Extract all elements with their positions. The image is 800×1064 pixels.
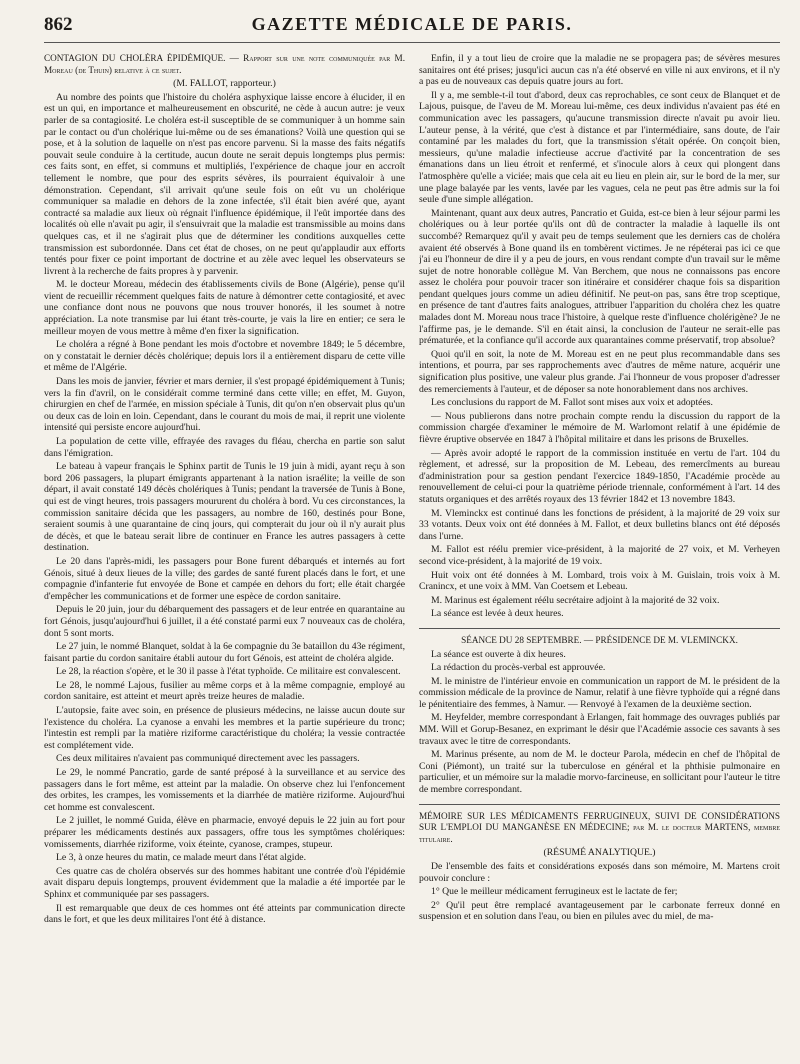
- session-paragraphs: [419, 649, 780, 796]
- paragraph: Ces quatre cas de choléra observés sur des hommes habitant une contrée d'où l'épidémie avait disparu depuis longtemps, prouvent évidemment que la maladie a été importée par le Sphinx et communiquée par ses passagers.: [44, 865, 405, 900]
- paragraph: M. Vleminckx est continué dans les fonctions de président, à la majorité de 29 voix sur 33 votants. Deux voix ont été données à M. Fallot, et deux bulletins blancs ont été déposés dans l'urne.: [419, 507, 780, 542]
- page-number: 862: [44, 14, 73, 35]
- session-title: SÉANCE DU 28 SEPTEMBRE. — PRÉSIDENCE DE M. VLEMINCKX.: [461, 634, 738, 645]
- paragraph: Le 20 dans l'après-midi, les passagers pour Bone furent débarqués et internés au fort Génois, situé à deux lieues de la ville; des gardes de santé furent placés dans le fort, et une compagnie d'infanterie fut envoyée de Bone et campée en dehors du fort; elle était chargée d'empêcher les communications et de former une espèce de cordon sanitaire.: [44, 555, 405, 602]
- separator: [419, 804, 780, 805]
- columns: [44, 53, 780, 928]
- paragraph: Le 2 juillet, le nommé Guida, élève en pharmacie, envoyé depuis le 22 juin au fort pour préparer les médicaments destinés aux passagers, offre tous les symptômes cholériques: vomissements, diarrhée riziforme, voix éteinte, cyanose, crampes, stupeur.: [44, 815, 405, 850]
- left-paragraphs: [44, 92, 405, 926]
- paragraph: Le choléra a régné à Bone pendant les mois d'octobre et novembre 1849; le 5 décembre, on y constatait le dernier décès cholérique; depuis lors il a entièrement disparu de cette ville et même de l'Algérie.: [44, 339, 405, 374]
- paragraph: — Après avoir adopté le rapport de la commission instituée en vertu de l'art. 104 du règlement, et adressé, sur la proposition de M. Lebeau, des remercîments au bureau d'administration pour sa gestion pendant l'exercice 1849-1850, l'Académie procède au renouvellement de celui-ci pour la quatrième période triennale, conformément à l'art. 14 des statuts organiques et des arrêtés royaux des 13 février 1842 et 13 novembre 1843.: [419, 447, 780, 505]
- paragraph: Enfin, il y a tout lieu de croire que la maladie ne se propagera pas; de sévères mesures sanitaires ont été prises; jusqu'ici aucun cas n'a été observé en ville ni aux environs, et il n'y a pas eu de nouveaux cas depuis quatre jours au fort.: [419, 53, 780, 88]
- paragraph: Le 28, le nommé Lajous, fusilier au même corps et à la même compagnie, employé au cordon sanitaire, est atteint et meurt après treize heures de maladie.: [44, 679, 405, 703]
- left-column: [44, 53, 405, 928]
- paragraph: Les conclusions du rapport de M. Fallot sont mises aux voix et adoptées.: [431, 397, 713, 409]
- paragraph: Au nombre des points que l'histoire du choléra asphyxique laisse encore à élucider, il en est un qui, en importance et malheureusement en obscurité, ne cède à aucun autre: je veux parler de sa contagiosité. Le choléra est-il susceptible de se communiquer à un homme sain par le contact ou d'un cholérique lui-même ou de ses émanations? Voilà une question qui se pose, et à la solution de laquelle on n'est pas encore parvenu. Si la masse des faits négatifs pouvait seule conduire à la certitude, aucun doute ne serait depuis longtemps plus permis: ces faits sont, en effet, si communs et multipliés, l'expérience de chaque jour en accroît tellement le nombre, que pour des esprits sévères, ils pourraient équivaloir à une démonstration. Cependant, s'il arrivait qu'une seule fois on eût vu un cholérique communiquer sa maladie en dehors de la zone infectée, s'il était bien avéré que, ayant contracté sa maladie aux lieux où régnait l'influence épidémique, il l'eût importée dans des localités où elle n'avait pu agir, il s'ensuivrait que la maladie est transmissible au moins dans quelques cas, et il ne s'agirait plus que de déterminer les conditions auxquelles cette transmission est subordonnée. Dans cet état de choses, on ne peut qu'applaudir aux efforts tentés pour fixer ce point important de doctrine et au zèle avec lequel les observateurs se livrent à la recherche de faits propres à y parvenir.: [44, 91, 405, 277]
- paragraph: Ces deux militaires n'avaient pas communiqué directement avec les passagers.: [56, 753, 360, 765]
- paragraph: L'autopsie, faite avec soin, en présence de plusieurs médecins, ne laisse aucun doute sur l'existence du choléra. La cyanose a envahi les membres et la partie supérieure du tronc; l'intestin est rempli par la matière riziforme caractéristique du choléra; la vessie contractée est complétement vide.: [44, 705, 405, 751]
- paragraph: Maintenant, quant aux deux autres, Pancratio et Guida, est-ce bien à leur séjour parmi les cholériques ou à leur portée qu'ils ont dû de contracter la maladie à laquelle ils ont succombé? Remarquez qu'il y avait peu de temps seulement que les derniers cas de choléra avaient été observés à Bone quand ils en tombèrent victimes. Je ne répéterai pas ici ce que j'ai eu l'honneur de dire il y a peu de jours, en vous rendant compte d'un travail sur le même sujet de notre honorable collègue M. Van Berchem, que nous ne connaissons pas encore assez le choléra pour pouvoir tracer son itinéraire et considérer chaque fois sa disparition pendant quelques jours comme un adieu définitif. Ne peut-on pas, sans être trop sceptique, en présence de tant d'autres faits analogues, attribuer l'apparition du choléra chez les quatre malades dont M. Moreau nous trace l'histoire, à quelque reste d'influence cholérigène? Je ne l'affirme pas, je le demande. S'il en était ainsi, la conclusion de l'auteur ne serait-elle pas prématurée, et la confiance qu'il accorde aux quarantaines comme préservatif, trop absolue?: [419, 207, 780, 347]
- paragraph: Depuis le 20 juin, jour du débarquement des passagers et de leur entrée en quarantaine au fort Génois, jusqu'aujourd'hui 6 juillet, il a été constaté parmi eux 7 nouveaux cas de choléra, dont 5 sont morts.: [44, 604, 405, 639]
- paragraph: Dans les mois de janvier, février et mars dernier, il s'est propagé épidémiquement à Tunis; vers la fin d'avril, on le considérait comme terminé dans cette ville; en effet, M. Guyon, chirurgien en chef de l'armée, en mission spéciale à Tunis, dit qu'on n'en observait plus qu'un ou deux cas de loin en loin. Cependant, dans le courant du mois de mai, il reprit une violente intensité qui persiste encore aujourd'hui.: [44, 376, 405, 434]
- paragraph: La rédaction du procès-verbal est approuvée.: [431, 662, 606, 674]
- right-paragraphs: [419, 53, 780, 620]
- separator: [419, 628, 780, 629]
- paragraph: 2° Qu'il peut être remplacé avantageusement par le carbonate ferreux donné en suspension et en solution dans l'eau, ou bien en pilules avec du miel, de ma-: [419, 899, 780, 923]
- paragraph: Quoi qu'il en soit, la note de M. Moreau est en ne peut plus recommandable dans ses intentions, et pourra, par ses rapprochements avec d'autres de même nature, acquérir une signification plus positive, une valeur plus grande. J'ai l'honneur de vous proposer d'adresser des remerciements à l'auteur, et de déposer sa note honorablement dans nos archives.: [419, 348, 780, 395]
- conclusions: [419, 886, 780, 923]
- paragraph: — Nous publierons dans notre prochain compte rendu la discussion du rapport de la commission chargée d'examiner le mémoire de M. Warlomont relatif à une épidémie de fièvre éruptive observée en 1847 à l'hôpital militaire et dans les prisons de Bruxelles.: [419, 410, 780, 445]
- rapporteur: (M. FALLOT, rapporteur.): [173, 78, 276, 90]
- paragraph: Le 3, à onze heures du matin, ce malade meurt dans l'état algide.: [56, 852, 307, 864]
- memoir-subtitle: (RÉSUMÉ ANALYTIQUE.): [543, 847, 656, 859]
- paragraph: La séance est ouverte à dix heures.: [431, 648, 566, 660]
- memoir-title: MÉMOIRE SUR LES MÉDICAMENTS FERRUGINEUX, SUIVI DE CONSIDÉRATIONS SUR L'EMPLOI DU MANGANÈSE EN MÉDECINE; par M. le docteur MARTENS, membre titulaire.: [419, 810, 780, 844]
- paragraph: M. Fallot est réélu premier vice-président, à la majorité de 27 voix, et M. Verheyen second vice-président, à la majorité de 19 voix.: [419, 544, 780, 567]
- memoir-intro: De l'ensemble des faits et considérations exposés dans son mémoire, M. Martens croit pouvoir conclure :: [419, 861, 780, 884]
- paragraph: Huit voix ont été données à M. Lombard, trois voix à M. Guislain, trois voix à M. Cranincx, et une voix à MM. Van Coetsem et Lebeau.: [419, 569, 780, 593]
- paragraph: Le bateau à vapeur français le Sphinx partit de Tunis le 19 juin à midi, ayant reçu à son bord 206 passagers, la plupart émigrants appartenant à la nation israélite; la veille de son départ, il avait constaté 149 décès cholériques à Tunis; pendant la traversée de Tunis à Bone, qui est de vingt heures, trois passagers moururent du choléra à bord. Vu ces circonstances, la commission sanitaire décida que les passagers, au nombre de 160, destinés pour Bone, seraient soumis à une quarantaine de cinq jours, qui compterait du jour où il n'y aurait plus de décès, et que le bateau serait libre de continuer en France les autres passagers à cette destination.: [44, 461, 405, 554]
- right-column: [419, 53, 780, 928]
- paragraph: La séance est levée à deux heures.: [431, 608, 564, 620]
- paragraph: Il y a, me semble-t-il tout d'abord, deux cas reprochables, ce sont ceux de Blanquet et de Lajous, puisque, de l'aveu de M. Moreau lui-même, ces deux individus n'avaient pas été en communication avec les passagers, qu'aucune transmission directe n'avait pu avoir lieu. L'auteur pense, à la vérité, que c'est à distance et par l'intermédiaire, sans doute, de l'air contaminé par les malades du fort, que la transmission s'était opérée. On conçoit bien, messieurs, qu'une maladie infectieuse accrue d'activité par la concentration de ses émanations dans un lieu étroit et renfermé, et s'inocule alors à ceux qui plongent dans l'atmosphère qu'elle a viciée; mais que cela ait eu lieu en plein air, sur le bord de la mer, sur une plage balayée par les vents, lavée par les vagues, cela ne peut pas être admis sur la foi seule d'une simple allégation.: [419, 89, 780, 206]
- journal-title: GAZETTE MÉDICALE DE PARIS.: [251, 14, 573, 34]
- paragraph: Le 27 juin, le nommé Blanquet, soldat à la 6e compagnie du 3e bataillon du 43e régiment, faisant partie du cordon sanitaire établi autour du fort Génois, est atteint de choléra algide.: [44, 641, 405, 664]
- paragraph: La population de cette ville, effrayée des ravages du fléau, chercha en partie son salut dans l'émigration.: [44, 436, 405, 459]
- paragraph: Le 29, le nommé Pancratio, garde de santé préposé à la surveillance et au service des passagers dans le fort même, est atteint par la maladie. On observe chez lui l'enfoncement des orbites, les crampes, les vomissements et la diarrhée de matière riziforme. Aujourd'hui cet homme est convalescent.: [44, 767, 405, 813]
- paragraph: 1° Que le meilleur médicament ferrugineux est le lactate de fer;: [431, 886, 678, 898]
- paragraph: M. Marinus présente, au nom de M. le docteur Parola, médecin en chef de l'hôpital de Coni (Piémont), un traité sur la tuberculose en général et la phthisie pulmonaire en particulier, et un mémoire sur la maladie morvo-farcineuse, en sollicitant pour l'auteur le titre de membre correspondant.: [419, 749, 780, 796]
- paragraph: M. Heyfelder, membre correspondant à Erlangen, fait hommage des ouvrages publiés par MM. Will et Gorup-Besanez, en exprimant le désir que l'Académie associe ces savants à ses travaux avec le titre de correspondants.: [419, 712, 780, 747]
- paragraph: M. Marinus est également réélu secrétaire adjoint à la majorité de 32 voix.: [431, 594, 720, 606]
- paragraph: Le 28, la réaction s'opère, et le 30 il passe à l'état typhoïde. Ce militaire est convalescent.: [56, 666, 401, 678]
- page-header: [44, 14, 780, 43]
- paragraph: M. le ministre de l'intérieur envoie en communication un rapport de M. le président de la commission médicale de la province de Namur, relatif à une fièvre typhoïde qui a régné dans le pénitentiaire des femmes, à Namur. — Renvoyé à l'examen de la deuxième section.: [419, 675, 780, 710]
- paragraph: M. le docteur Moreau, médecin des établissements civils de Bone (Algérie), pense qu'il vient de recueillir récemment quelques faits de nature à démontrer cette contagiosité, et avec une confiance dont nous ne pouvons que nous trouver honorés, il les soumet à notre appréciation. La note transmise par lui étant très-courte, je vais la lire en entier; ce sera le meilleur moyen de vous mettre à même d'en fixer la signification.: [44, 279, 405, 337]
- paragraph: Il est remarquable que deux de ces hommes ont été atteints par communication directe dans le fort, et que les deux militaires l'ont été à distance.: [44, 902, 405, 926]
- topic-title: CONTAGION DU CHOLÉRA ÉPIDÉMIQUE. — Rapport sur une note communiquée par M. Moreau (de Thuin) relative à ce sujet.: [44, 53, 405, 75]
